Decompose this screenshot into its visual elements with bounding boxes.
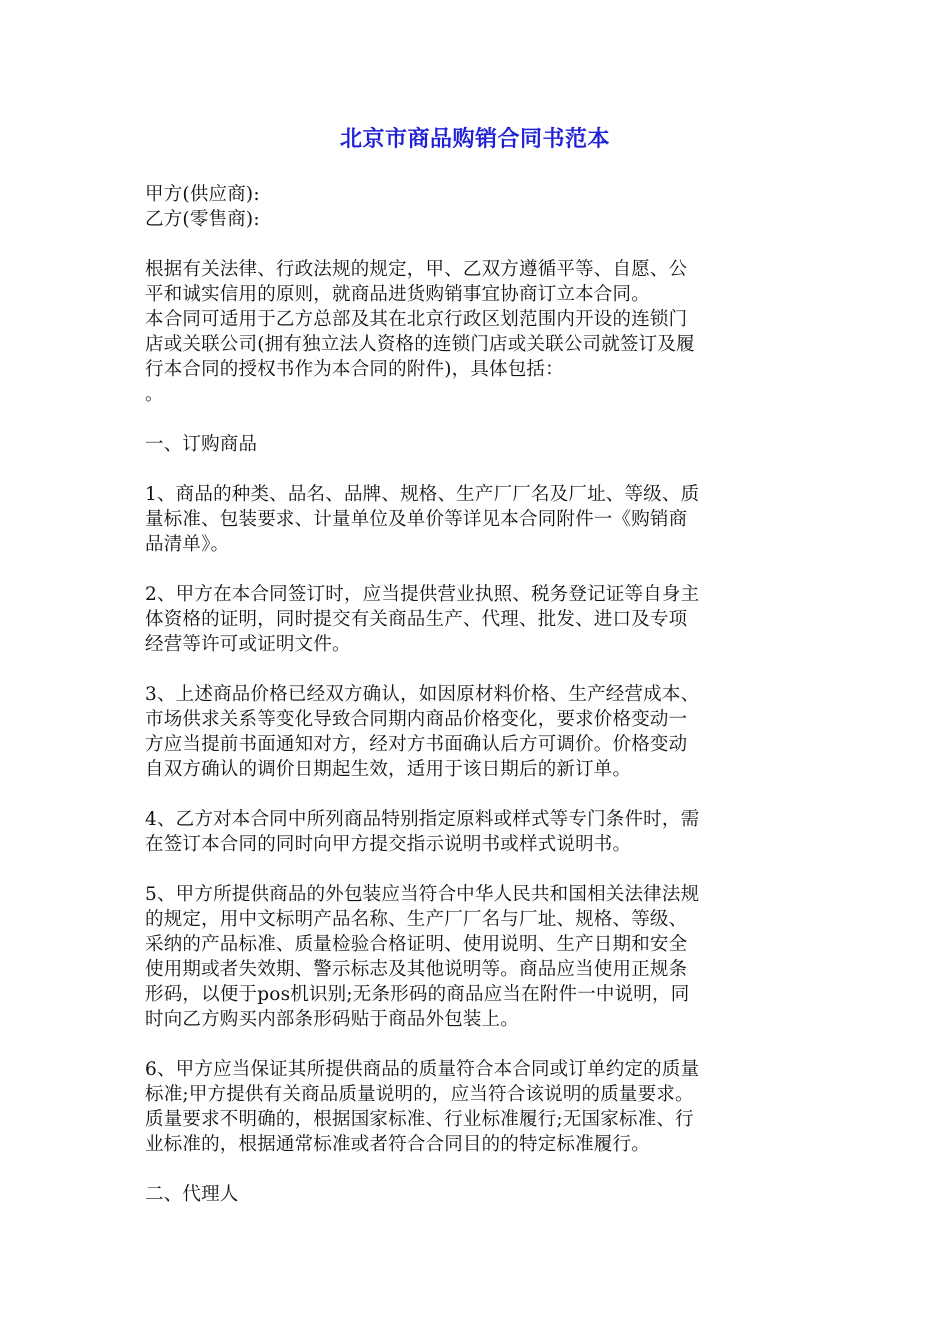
text-line: 。	[145, 384, 164, 405]
text-line: 3、上述商品价格已经双方确认，如因原材料价格、生产经营成本、	[145, 684, 700, 705]
text-line: 根据有关法律、行政法规的规定，甲、乙双方遵循平等、自愿、公	[145, 259, 688, 280]
text-line: 自双方确认的调价日期起生效，适用于该日期后的新订单。	[145, 759, 632, 780]
party-a-label: 甲方(供应商):	[145, 184, 260, 205]
text-line: 市场供求关系等变化导致合同期内商品价格变化，要求价格变动一	[145, 709, 688, 730]
text-line: 在签订本合同的同时向甲方提交指示说明书或样式说明书。	[145, 834, 632, 855]
intro-paragraph	[145, 257, 810, 407]
clause-4	[145, 807, 810, 857]
clause-1	[145, 482, 810, 557]
text-line: 质量要求不明确的，根据国家标准、行业标准履行;无国家标准、行	[145, 1109, 694, 1130]
section-heading: 二、代理人	[145, 1184, 239, 1205]
text-line: 4、乙方对本合同中所列商品特别指定原料或样式等专门条件时，需	[145, 809, 700, 830]
text-line: 1、商品的种类、品名、品牌、规格、生产厂厂名及厂址、等级、质	[145, 484, 700, 505]
party-b-label: 乙方(零售商):	[145, 209, 260, 230]
text-line: 方应当提前书面通知对方，经对方书面确认后方可调价。价格变动	[145, 734, 688, 755]
text-line: 标准;甲方提供有关商品质量说明的，应当符合该说明的质量要求。	[145, 1084, 694, 1105]
text-line: 6、甲方应当保证其所提供商品的质量符合本合同或订单约定的质量	[145, 1059, 700, 1080]
text-line: 平和诚实信用的原则，就商品进货购销事宜协商订立本合同。	[145, 284, 650, 305]
text-line: 经营等许可或证明文件。	[145, 634, 351, 655]
clause-3	[145, 682, 810, 782]
text-line: 时向乙方购买内部条形码贴于商品外包装上。	[145, 1009, 520, 1030]
text-line: 本合同可适用于乙方总部及其在北京行政区划范围内开设的连锁门	[145, 309, 688, 330]
clause-2	[145, 582, 810, 657]
text-line: 量标准、包装要求、计量单位及单价等详见本合同附件一《购销商	[145, 509, 688, 530]
text-line: 品清单》。	[145, 534, 230, 555]
text-line: 行本合同的授权书作为本合同的附件)，具体包括：	[145, 359, 564, 380]
text-line: 体资格的证明，同时提交有关商品生产、代理、批发、进口及专项	[145, 609, 688, 630]
text-line: 2、甲方在本合同签订时，应当提供营业执照、税务登记证等自身主	[145, 584, 700, 605]
text-line: 使用期或者失效期、警示标志及其他说明等。商品应当使用正规条	[145, 959, 688, 980]
clause-6	[145, 1057, 810, 1157]
clause-5	[145, 882, 810, 1032]
document-body	[145, 182, 810, 1207]
text-line: 业标准的，根据通常标准或者符合合同目的的特定标准履行。	[145, 1134, 650, 1155]
section-heading: 一、订购商品	[145, 434, 258, 455]
document-title: 北京市商品购销合同书范本	[339, 127, 610, 152]
text-line: 的规定，用中文标明产品名称、生产厂厂名与厂址、规格、等级、	[145, 909, 688, 930]
text-line: 店或关联公司(拥有独立法人资格的连锁门店或关联公司就签订及履	[145, 334, 695, 355]
text-line: 采纳的产品标准、质量检验合格证明、使用说明、生产日期和安全	[145, 934, 688, 955]
text-line: 5、甲方所提供商品的外包装应当符合中华人民共和国相关法律法规	[145, 884, 700, 905]
text-line: 形码，以便于pos机识别;无条形码的商品应当在附件一中说明，同	[145, 984, 690, 1005]
